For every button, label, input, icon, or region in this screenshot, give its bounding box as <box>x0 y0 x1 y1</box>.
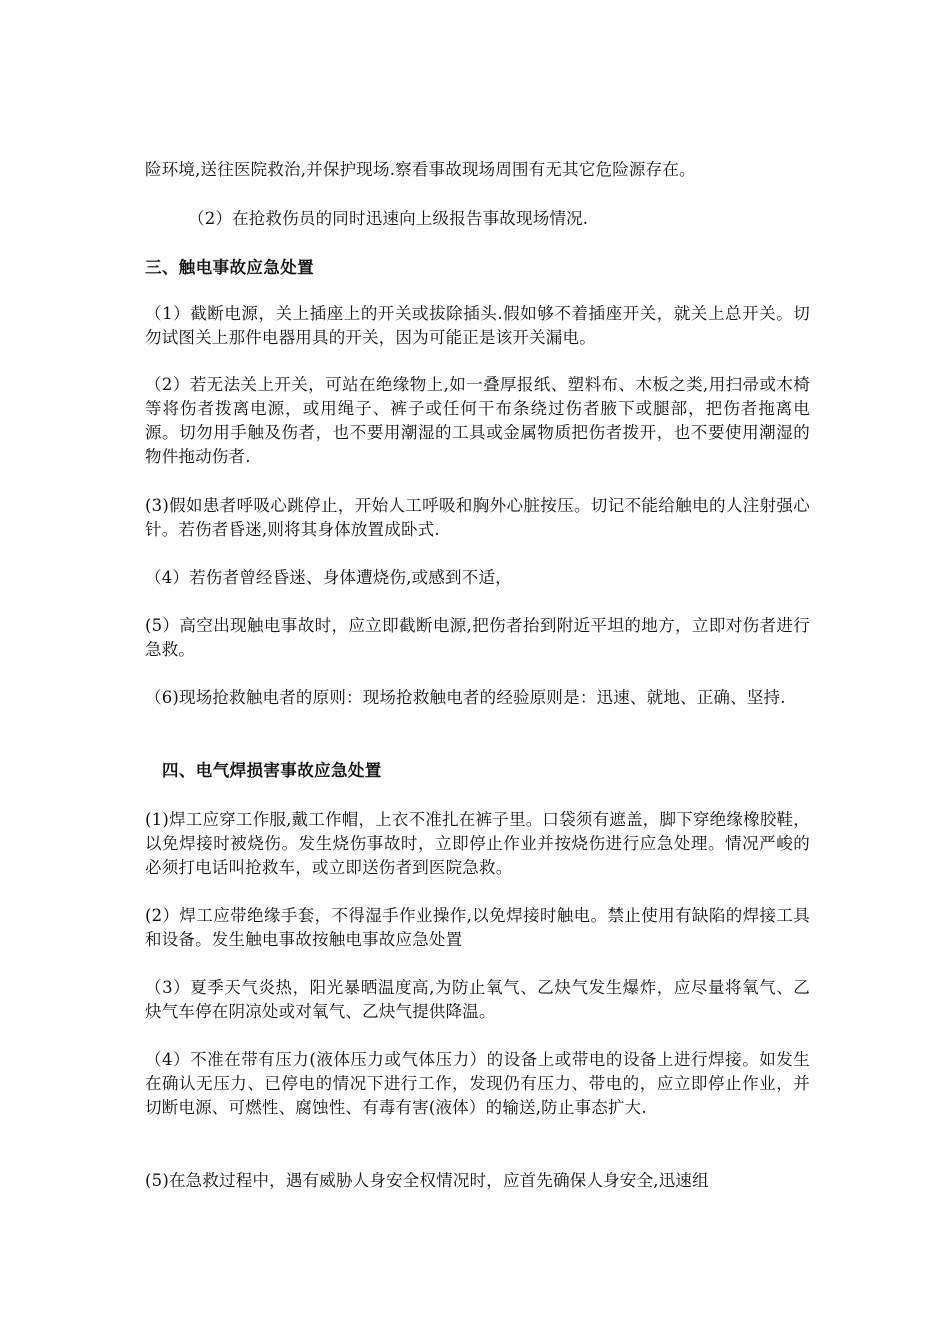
section-heading-welding: 四、电气焊损害事故应急处置 <box>162 761 382 780</box>
paragraph-shock-step-6: （6)现场抢救触电者的原则：现场抢救触电者的经验原则是：迅速、就地、正确、坚持. <box>145 688 786 707</box>
paragraph-shock-step-5: (5）高空出现触电事故时，应立即截断电源,把伤者抬到附近平坦的地方，立即对伤者进行急救。 <box>145 616 810 659</box>
paragraph-welding-step-1: (1)焊工应穿工作服,戴工作帽，上衣不准扎在裤子里。口袋须有遮盖，脚下穿绝缘橡胶鞋，以免焊接时被烧伤。发生烧伤事故时，立即停止作业并按烧伤进行应急处理。情况严峻的必须打电话叫抢救车，或立即送伤者到医院急救。 <box>145 810 810 877</box>
paragraph-shock-step-4: （4）若伤者曾经昏迷、身体遭烧伤,或感到不适， <box>145 568 512 587</box>
paragraph-welding-step-3: （3）夏季天气炎热，阳光暴晒温度高,为防止氧气、乙炔气发生爆炸，应尽量将氧气、乙炔气车停在阴凉处或对氧气、乙炔气提供降温。 <box>145 978 810 1021</box>
paragraph-report-accident: （2）在抢救伤员的同时迅速向上级报告事故现场情况. <box>188 209 589 228</box>
section-heading-electric-shock: 三、触电事故应急处置 <box>145 258 314 277</box>
paragraph-welding-step-2: (2）焊工应带绝缘手套，不得湿手作业操作,以免焊接时触电。禁止使用有缺陷的焊接工具和设备。发生触电事故按触电事故应急处置 <box>145 906 810 949</box>
paragraph-welding-step-5: (5)在急救过程中，遇有威胁人身安全权情况时，应首先确保人身安全,迅速组 <box>145 1171 709 1190</box>
paragraph-shock-step-3: (3)假如患者呼吸心跳停止，开始人工呼吸和胸外心脏按压。切记不能给触电的人注射强心针。若伤者昏迷,则将其身体放置成卧式. <box>145 496 810 539</box>
paragraph-hazard-continuation: 险环境,送往医院救治,并保护现场.察看事故现场周围有无其它危险源存在。 <box>145 160 696 179</box>
paragraph-welding-step-4: （4）不准在带有压力(液体压力或气体压力）的设备上或带电的设备上进行焊接。如发生在确认无压力、已停电的情况下进行工作，发现仍有压力、带电的，应立即停止作业，并切断电源、可燃性、腐蚀性、有毒有害(液体）的输送,防止事态扩大. <box>145 1050 810 1117</box>
paragraph-shock-step-2: （2）若无法关上开关，可站在绝缘物上,如一叠厚报纸、塑料布、木板之类,用扫帚或木椅等将伤者拨离电源，或用绳子、裤子或任何干布条绕过伤者腋下或腿部，把伤者拖离电源。切勿用手触及伤者，也不要用潮湿的工具或金属物质把伤者拨开，也不要使用潮湿的物件拖动伤者. <box>145 375 810 466</box>
paragraph-shock-step-1: （1）截断电源，关上插座上的开关或拔除插头.假如够不着插座开关，就关上总开关。切勿试图关上那件电器用具的开关，因为可能正是该开关漏电。 <box>145 304 810 347</box>
